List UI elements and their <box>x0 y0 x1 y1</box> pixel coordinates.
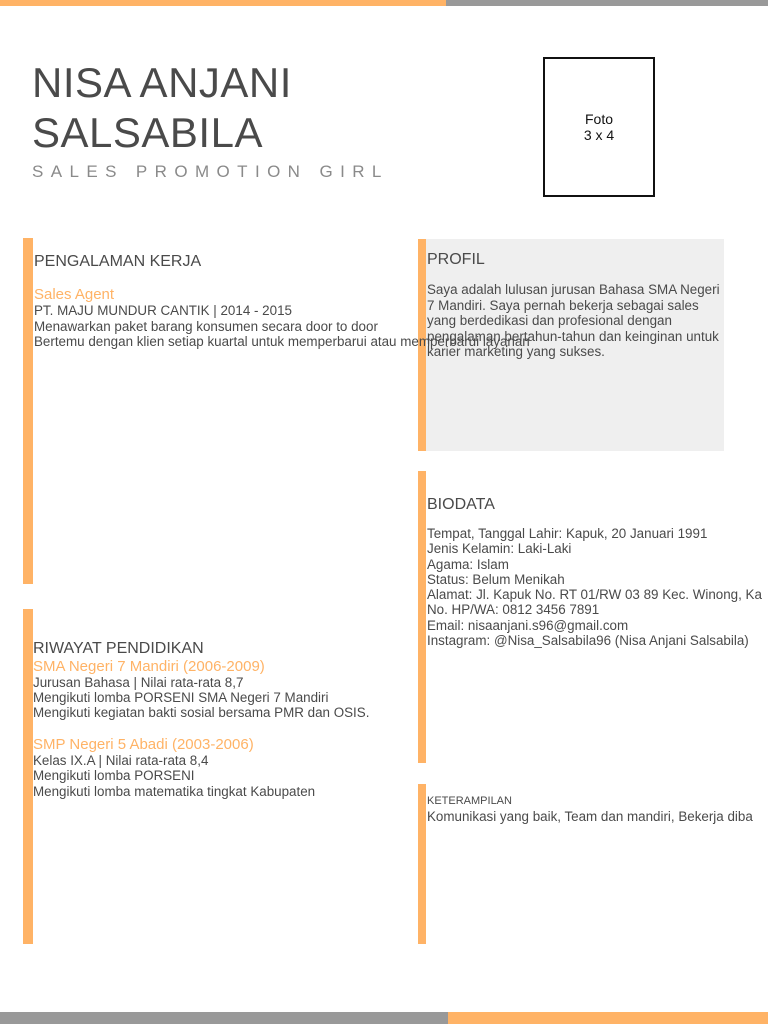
experience-duty-1: Menawarkan paket barang konsumen secara door to door <box>34 319 378 334</box>
education-school-2: SMP Negeri 5 Abadi (2003-2006) <box>33 736 254 753</box>
skills-accent-bar <box>418 784 426 944</box>
skills-text: Komunikasi yang baik, Team dan mandiri, Bekerja diba <box>427 809 753 824</box>
education-school-2-line-3: Mengikuti lomba matematika tingkat Kabupaten <box>33 784 316 799</box>
photo-label-line-2: 3 x 4 <box>583 127 615 143</box>
education-school-1-line-1: Jurusan Bahasa | Nilai rata-rata 8,7 <box>33 675 244 690</box>
experience-heading: PENGALAMAN KERJA <box>34 253 202 270</box>
top-bar-gray <box>446 0 768 6</box>
biodata-accent-bar <box>418 471 426 763</box>
profile-heading: PROFIL <box>427 251 485 268</box>
biodata-status: Status: Belum Menikah <box>427 572 565 587</box>
bottom-bar-orange <box>448 1012 768 1024</box>
biodata-email: Email: nisaanjani.s96@gmail.com <box>427 618 629 633</box>
photo-label-line-1: Foto <box>584 111 613 127</box>
experience-job-title: Sales Agent <box>34 286 115 303</box>
experience-accent-bar <box>23 238 33 584</box>
education-accent-bar <box>23 609 33 944</box>
biodata-heading: BIODATA <box>427 496 495 513</box>
profile-text: Saya adalah lulusan jurusan Bahasa SMA Negeri 7 Mandiri. Saya pernah bekerja sebagai sales yang berdedikasi dan profesional dengan pengalaman bertahun-tahun dan keinginan untuk karier marketing yang sukses. <box>427 282 720 360</box>
experience-company: PT. MAJU MUNDUR CANTIK | 2014 - 2015 <box>34 303 292 318</box>
photo-placeholder <box>543 57 655 197</box>
bottom-bar-gray <box>0 1012 448 1024</box>
education-school-2-line-1: Kelas IX.A | Nilai rata-rata 8,4 <box>33 753 209 768</box>
biodata-religion: Agama: Islam <box>427 557 509 572</box>
education-school-2-line-2: Mengikuti lomba PORSENI <box>33 768 195 783</box>
biodata-phone: No. HP/WA: 0812 3456 7891 <box>427 602 600 617</box>
biodata-gender: Jenis Kelamin: Laki-Laki <box>427 541 572 556</box>
candidate-name <box>32 58 292 158</box>
biodata-instagram: Instagram: @Nisa_Salsabila96 (Nisa Anjani Salsabila) <box>427 633 749 648</box>
name-line-2: SALSABILA <box>32 109 263 156</box>
education-school-1: SMA Negeri 7 Mandiri (2006-2009) <box>33 658 265 675</box>
skills-heading: KETERAMPILAN <box>427 795 512 807</box>
name-line-1: NISA ANJANI <box>32 59 292 106</box>
job-title: SALES PROMOTION GIRL <box>32 162 389 181</box>
top-bar-orange <box>0 0 446 6</box>
experience-duty-2: Bertemu dengan klien setiap kuartal untuk memperbarui atau memperbarui layanan <box>34 334 530 349</box>
biodata-birth: Tempat, Tanggal Lahir: Kapuk, 20 Januari 1991 <box>427 526 708 541</box>
education-school-1-line-2: Mengikuti lomba PORSENI SMA Negeri 7 Mandiri <box>33 690 329 705</box>
biodata-address: Alamat: Jl. Kapuk No. RT 01/RW 03 89 Kec. Winong, Ka <box>427 587 762 602</box>
education-school-1-line-3: Mengikuti kegiatan bakti sosial bersama PMR dan OSIS. <box>33 705 370 720</box>
education-heading: RIWAYAT PENDIDIKAN <box>33 640 204 657</box>
